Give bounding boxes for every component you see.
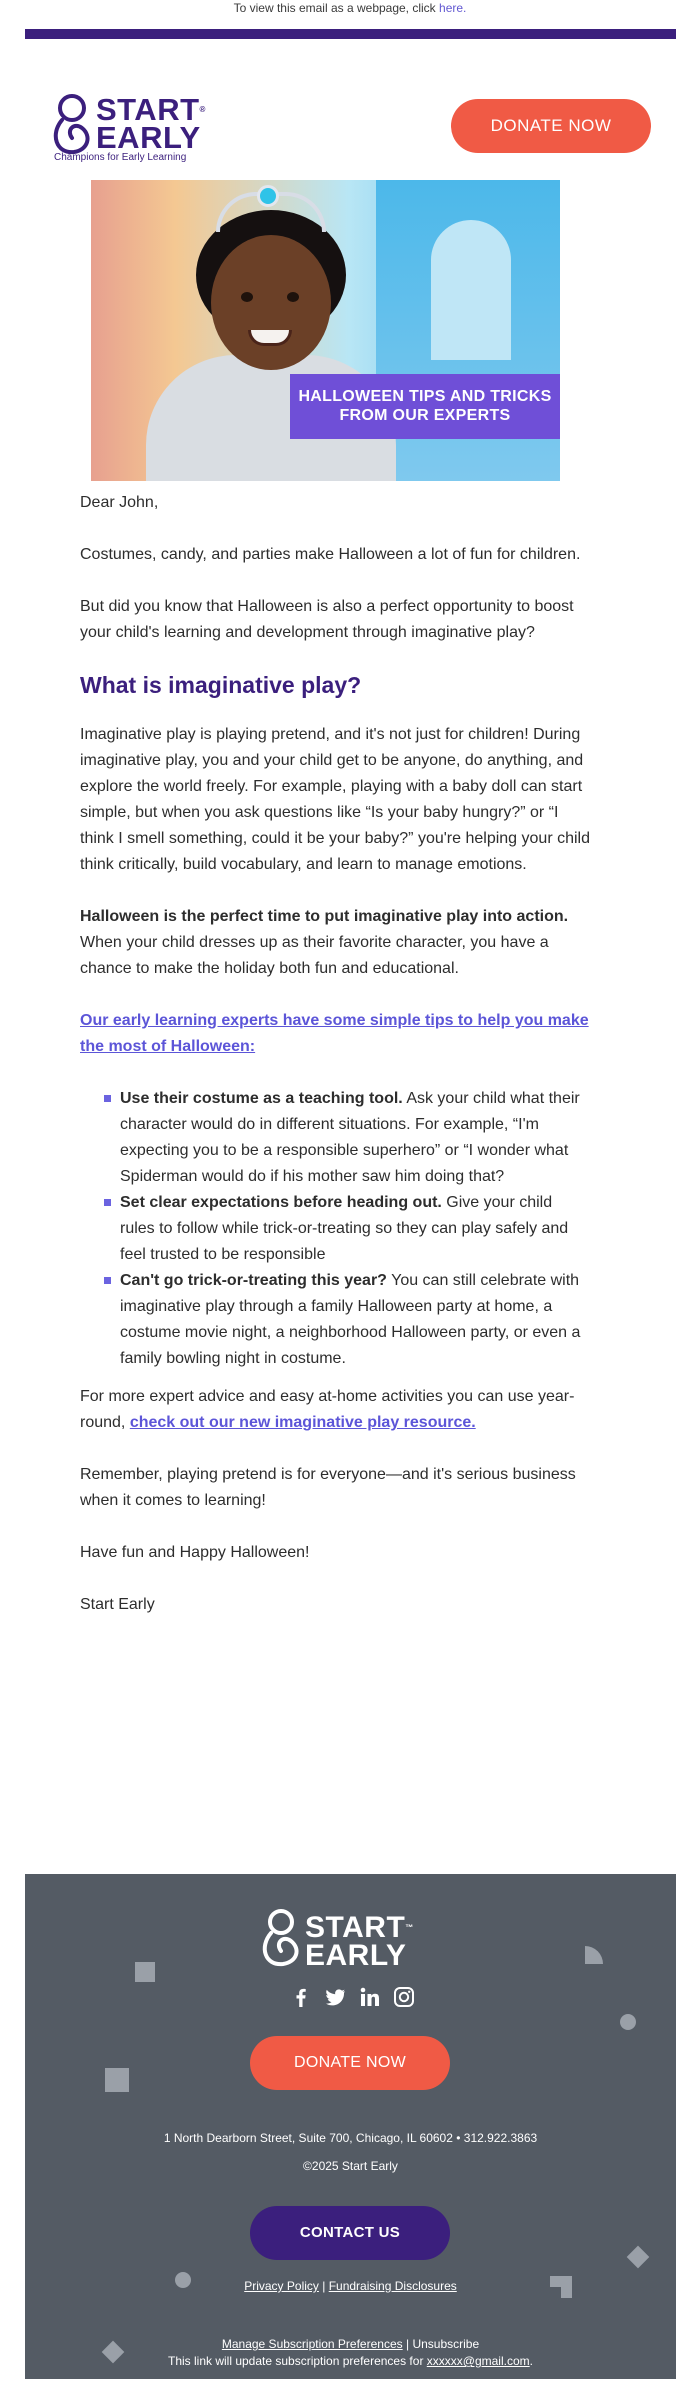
tip-1-text: Ask your child what their character would do in different situations. For example, “I'm expecting you to be a responsible superhero” or “I wonder what Spiderman would do if his mother saw him doing that? — [120, 1090, 580, 1185]
footer-donate-button[interactable]: DONATE NOW — [250, 2036, 450, 2090]
manage-subscription-link[interactable]: Manage Subscription Preferences — [221, 2337, 403, 2351]
paragraph-resource — [80, 1384, 590, 1436]
hero-banner — [290, 374, 560, 439]
tip-2-text: Give your child rules to follow while trick-or-treating so they can play safely and feel trusted to be responsible — [120, 1194, 569, 1263]
paragraph-resource-text: For more expert advice and easy at-home activities you can use year-round, — [80, 1388, 575, 1431]
decorative-quarter-circle — [585, 1946, 603, 1964]
paragraph-opportunity: But did you know that Halloween is also a perfect opportunity to boost your child's learning and development through imaginative play? — [80, 598, 574, 641]
tip-3-title: Can't go trick-or-treating this year? — [120, 1272, 387, 1289]
signoff: Start Early — [80, 1596, 155, 1613]
logo-trademark: ® — [199, 105, 206, 114]
linkedin-icon[interactable] — [359, 1986, 381, 2008]
decorative-diamond — [627, 2246, 650, 2269]
hero-child-face — [211, 235, 331, 370]
footer-copyright: ©2025 Start Early — [303, 2159, 398, 2173]
hero-banner-line-1: HALLOWEEN TIPS AND TRICKS — [298, 388, 552, 405]
footer-logo-word-start: START — [305, 1911, 406, 1944]
donate-now-button[interactable]: DONATE NOW — [451, 99, 651, 153]
footer-subscription-links — [25, 2336, 676, 2353]
subscriber-email-link[interactable]: xxxxxx@gmail.com — [426, 2354, 530, 2368]
social-links — [290, 1984, 415, 2010]
hero-image[interactable] — [91, 180, 560, 481]
logo-wordmark — [96, 92, 206, 155]
footer-logo[interactable] — [261, 1906, 441, 1976]
paragraph-costumes: Costumes, candy, and parties make Halloween a lot of fun for children. — [80, 546, 581, 563]
logo-word-start: START — [96, 92, 200, 127]
tip-2-title: Set clear expectations before heading out. — [120, 1194, 442, 1211]
tip-item — [104, 1190, 590, 1268]
footer-logo-mark-icon — [261, 1906, 309, 1972]
preheader — [0, 0, 700, 24]
footer-logo-word-early: EARLY — [305, 1939, 407, 1972]
paragraph-remember: Remember, playing pretend is for everyone—and it's serious business when it comes to learning! — [80, 1466, 576, 1509]
hero-child-eye-right — [287, 292, 299, 302]
tip-item — [104, 1086, 590, 1190]
start-early-logo[interactable] — [52, 90, 252, 170]
logo-tagline: Champions for Early Learning — [54, 152, 187, 163]
decorative-square — [105, 2068, 129, 2092]
decorative-dot — [620, 2014, 636, 2030]
tips-list — [104, 1086, 590, 1372]
unsubscribe-link[interactable]: Unsubscribe — [412, 2337, 480, 2351]
instagram-icon[interactable] — [393, 1986, 415, 2008]
hero-background-arch — [431, 220, 511, 360]
hero-child-eye-left — [241, 292, 253, 302]
tip-3-text: You can still celebrate with imaginative play through a family Halloween party at home, a costume movie night, a neighborhood Halloween party, or even a family bowling night in costume. — [120, 1272, 581, 1367]
view-webpage-link[interactable]: here. — [439, 1, 467, 15]
footer-logo-trademark: ™ — [405, 1923, 414, 1932]
footer-logo-wordmark — [305, 1911, 414, 1972]
preheader-text: To view this email as a webpage, click — [233, 1, 440, 15]
logo-word-early: EARLY — [96, 120, 201, 155]
paragraph-halloween-rest: When your child dresses up as their favorite character, you have a chance to make the holiday both fun and educational. — [80, 934, 549, 977]
tip-1-title: Use their costume as a teaching tool. — [120, 1090, 403, 1107]
footer-separator: | — [402, 2337, 413, 2351]
imaginative-play-resource-link[interactable]: check out our new imaginative play resource. — [129, 1414, 476, 1431]
top-accent-bar — [25, 29, 676, 39]
hero-banner-line-2: FROM OUR EXPERTS — [339, 407, 511, 424]
footer-update-text: This link will update subscription preferences for — [167, 2354, 427, 2368]
footer-period: . — [529, 2354, 533, 2368]
paragraph-halloween-bold: Halloween is the perfect time to put imaginative play into action. — [80, 908, 569, 925]
tip-item — [104, 1268, 590, 1372]
footer-separator: | — [318, 2279, 329, 2293]
logo-mark-icon — [52, 90, 100, 160]
decorative-square — [135, 1962, 155, 1982]
email-body — [80, 490, 590, 1644]
footer-policy-links — [25, 2278, 676, 2295]
section-heading: What is imaginative play? — [80, 672, 362, 698]
twitter-icon[interactable] — [324, 1986, 346, 2008]
tiara-gem-icon — [257, 185, 279, 207]
privacy-policy-link[interactable]: Privacy Policy — [244, 2279, 319, 2293]
footer-address: 1 North Dearborn Street, Suite 700, Chicago, IL 60602 • 312.922.3863 — [163, 2131, 538, 2145]
paragraph-halloween-action — [80, 904, 590, 982]
footer-update-note — [25, 2353, 676, 2370]
tips-link[interactable]: Our early learning experts have some simple tips to help you make the most of Halloween: — [80, 1012, 589, 1055]
email-footer — [25, 1874, 676, 2379]
greeting: Dear John, — [80, 494, 159, 511]
facebook-icon[interactable] — [290, 1986, 312, 2008]
fundraising-disclosures-link[interactable]: Fundraising Disclosures — [328, 2279, 457, 2293]
paragraph-imaginative-play: Imaginative play is playing pretend, and it's not just for children! During imaginative play, you and your child get to be anyone, do anything, and explore the world freely. For example, playing with a baby doll can start simple, but when you ask questions like “Is your baby hungry?” or “I think I smell something, could it be your baby?” you're helping your child think critically, build vocabulary, and learn to manage emotions. — [80, 726, 590, 873]
contact-us-button[interactable]: CONTACT US — [250, 2206, 450, 2260]
paragraph-have-fun: Have fun and Happy Halloween! — [80, 1544, 310, 1561]
